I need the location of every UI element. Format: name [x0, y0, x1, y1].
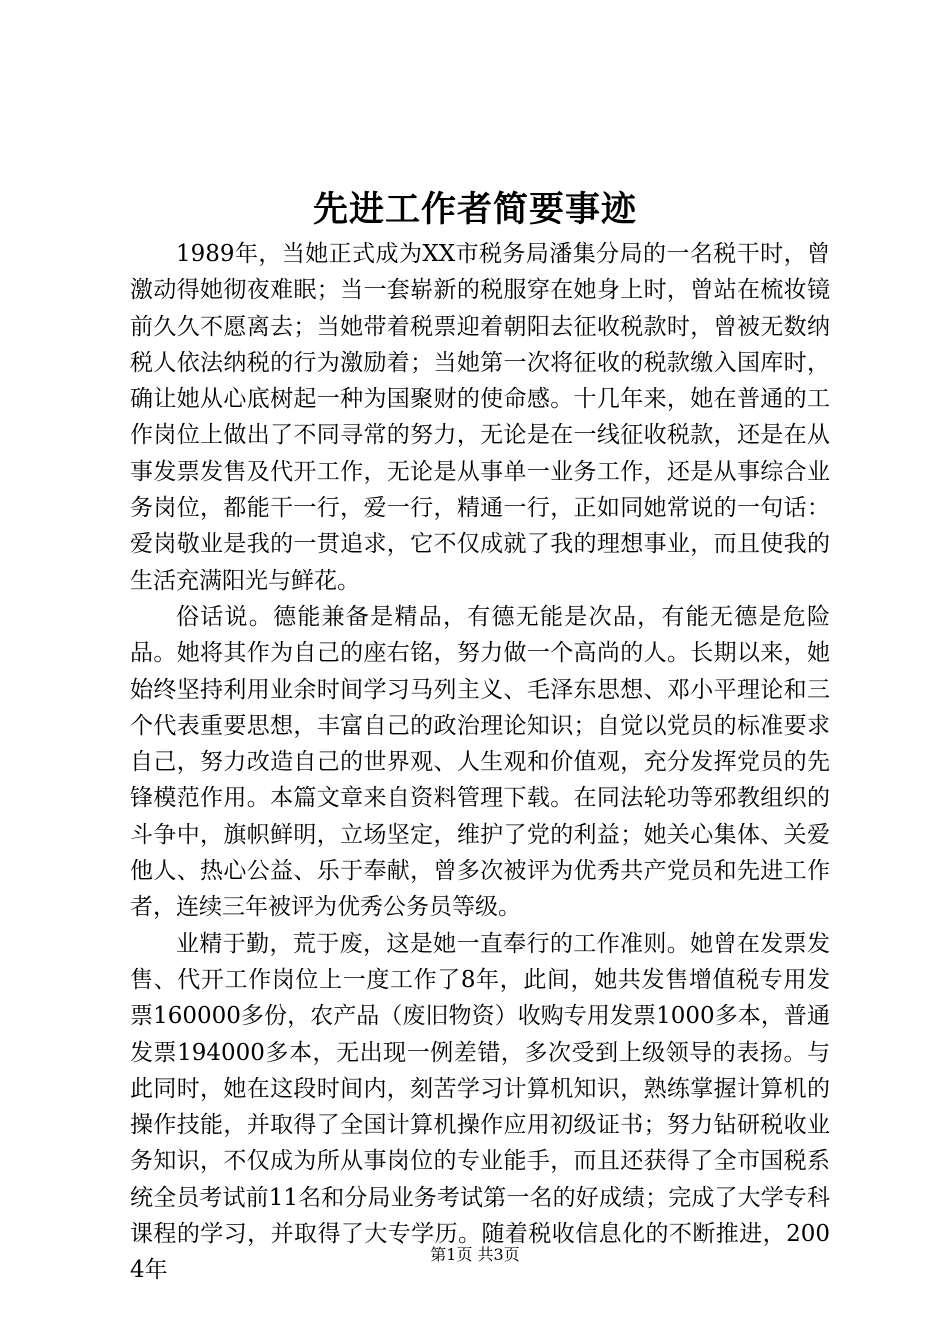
- page-footer: 第1页 共3页: [430, 1245, 520, 1264]
- paragraph-1: 1989年，当她正式成为XX市税务局潘集分局的一名税干时，曾激动得她彻夜难眠；当一套崭新的税服穿在她身上时，曾站在梳妆镜前久久不愿离去；当她带着税票迎着朝阳去征收税款时，曾被无数纳税人依法纳税的行为激励着；当她第一次将征收的税款缴入国库时，确让她从心底树起一种为国聚财的使命感。十几年来，她在普通的工作岗位上做出了不同寻常的努力，无论是在一线征收税款，还是在从事发票发售及代开工作，无论是从事单一业务工作，还是从事综合业务岗位，都能干一行，爱一行，精通一行，正如同她常说的一句话：爱岗敬业是我的一贯追求，它不仅成就了我的理想事业，而且使我的生活充满阳光与鲜花。: [130, 241, 830, 594]
- paragraph-3: 业精于勤，荒于废，这是她一直奉行的工作准则。她曾在发票发售、代开工作岗位上一度工作了8年，此间，她共发售增值税专用发票160000多份，农产品（废旧物资）收购专用发票1000多本，普通发票194000多本，无出现一例差错，多次受到上级领导的表扬。与此同时，她在这段时间内，刻苦学习计算机知识，熟练掌握计算机的操作技能，并取得了全国计算机操作应用初级证书；努力钻研税收业务知识，不仅成为所从事岗位的专业能手，而且还获得了全市国税系统全员考试前11名和分局业务考试第一名的好成绩；完成了大学专科课程的学习，并取得了大专学历。随着税收信息化的不断推进，2004年: [130, 930, 830, 1284]
- paragraph-2: 俗话说。德能兼备是精品，有德无能是次品，有能无德是危险品。她将其作为自己的座右铭，努力做一个高尚的人。长期以来，她始终坚持利用业余时间学习马列主义、毛泽东思想、邓小平理论和三个代表重要思想，丰富自己的政治理论知识；自觉以党员的标准要求自己，努力改造自己的世界观、人生观和价值观，充分发挥党员的先锋模范作用。本篇文章来自资料管理下载。在同法轮功等邪教组织的斗争中，旗帜鲜明，立场坚定，维护了党的利益；她关心集体、关爱他人、热心公益、乐于奉献，曾多次被评为优秀共产党员和先进工作者，连续三年被评为优秀公务员等级。: [130, 603, 830, 921]
- document-title: 先进工作者简要事迹: [312, 189, 637, 230]
- document-body: [130, 236, 830, 1289]
